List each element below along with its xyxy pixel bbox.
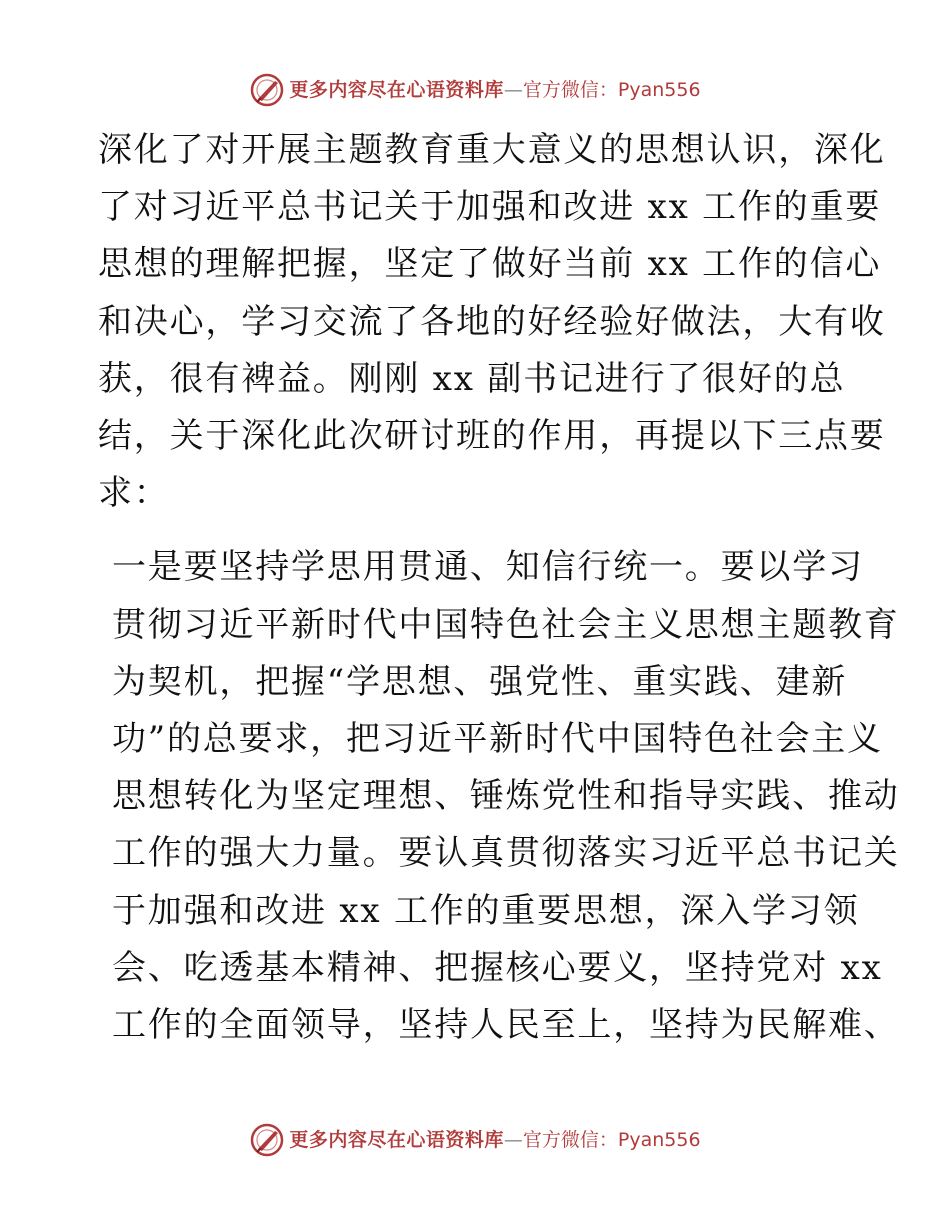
text-line: 贯彻习近平新时代中国特色社会主义思想主题教育 bbox=[112, 604, 900, 645]
text-line: 深化了对开展主题教育重大意义的思想认识，深化 bbox=[98, 130, 886, 170]
watermark-separator: — bbox=[503, 79, 523, 101]
header-watermark bbox=[0, 70, 950, 110]
footer-watermark bbox=[0, 1120, 950, 1160]
text-line: 工作的全面领导，坚持人民至上，坚持为民解难、 bbox=[112, 1005, 900, 1046]
watermark-wechat-text: 官方微信：Pyan556 bbox=[522, 79, 701, 101]
text-line: 了对习近平总书记关于加强和改进 xx 工作的重要 bbox=[98, 187, 882, 228]
text-line: 一是要坚持学思用贯通、知信行统一。要以学习 bbox=[112, 547, 864, 588]
paragraph-intro bbox=[98, 122, 886, 522]
quill-seal-icon bbox=[249, 1122, 285, 1158]
text-line: 于加强和改进 xx 工作的重要思想，深入学习领 bbox=[112, 890, 860, 931]
text-line: 获，很有裨益。刚刚 xx 副书记进行了很好的总 bbox=[98, 358, 846, 399]
paragraph-point-one bbox=[98, 539, 900, 1054]
text-line: 和决心，学习交流了各地的好经验好做法，大有收 bbox=[98, 301, 886, 342]
text-line: 结，关于深化此次研讨班的作用，再提以下三点要 bbox=[98, 416, 886, 457]
text-line: 思想转化为坚定理想、锤炼党性和指导实践、推动 bbox=[112, 776, 900, 817]
quill-seal-icon bbox=[249, 72, 285, 108]
text-line: 工作的强大力量。要认真贯彻落实习近平总书记关 bbox=[112, 833, 900, 874]
watermark-separator: — bbox=[503, 1129, 523, 1151]
text-line: 思想的理解把握，坚定了做好当前 xx 工作的信心 bbox=[98, 244, 882, 285]
text-line: 会、吃透基本精神、把握核心要义，坚持党对 xx bbox=[112, 947, 883, 988]
watermark-wechat-text: 官方微信：Pyan556 bbox=[522, 1129, 701, 1151]
text-line: 功”的总要求，把习近平新时代中国特色社会主义 bbox=[112, 719, 883, 760]
document-body bbox=[98, 122, 900, 1054]
text-line: 求： bbox=[98, 473, 170, 514]
watermark-lead-text: 更多内容尽在心语资料库 bbox=[289, 1129, 504, 1151]
watermark-lead-text: 更多内容尽在心语资料库 bbox=[289, 79, 504, 101]
text-line: 为契机，把握“学思想、强党性、重实践、建新 bbox=[112, 661, 848, 702]
